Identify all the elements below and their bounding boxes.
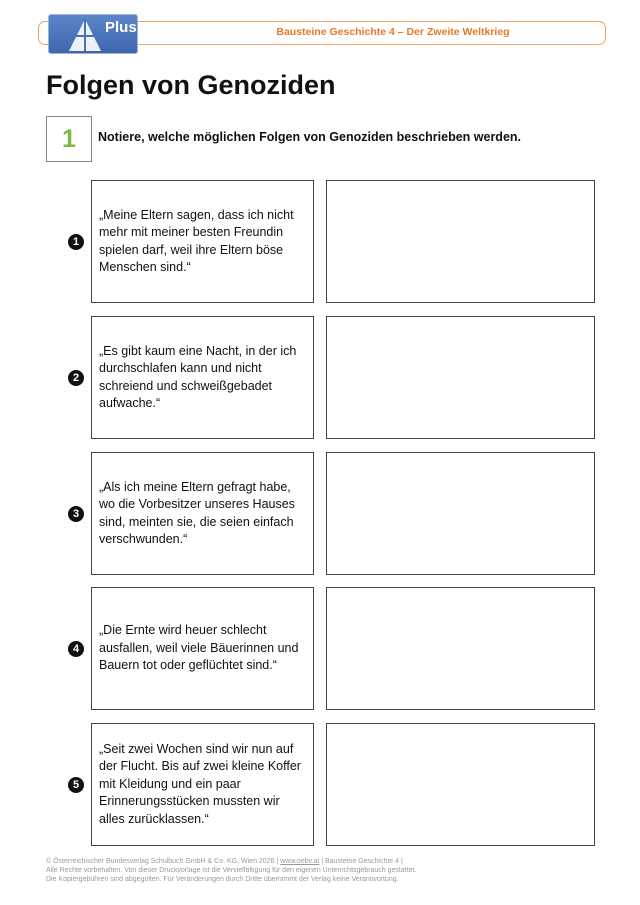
exercise-row — [0, 723, 640, 847]
footer-copyright: © Österreichischer Bundesverlag Schulbuch GmbH & Co. KG, Wien 2026 | — [46, 858, 281, 865]
triangle-logo-icon — [67, 17, 103, 53]
footer-line-2: Alle Rechte vorbehalten. Von dieser Druckvorlage ist die Vervielfältigung für den eigenen Unterrichtsgebrauch gestattet. — [46, 867, 417, 874]
quote-box — [91, 587, 314, 710]
item-marker: 5 — [68, 777, 84, 793]
task-instruction: Notiere, welche möglichen Folgen von Genoziden beschrieben werden. — [98, 130, 521, 144]
publisher-logo — [48, 14, 138, 54]
exercise-row — [0, 587, 640, 711]
exercise-row — [0, 180, 640, 304]
quote-text: „Seit zwei Wochen sind wir nun auf der Flucht. Bis auf zwei kleine Koffer mit Kleidung und ein paar Erinnerungsstücken mussten wir alles zurücklassen.“ — [99, 741, 301, 826]
logo-text: Plus — [105, 19, 137, 36]
quote-box — [91, 316, 314, 439]
exercise-row — [0, 316, 640, 440]
quote-text: „Als ich meine Eltern gefragt habe, wo die Vorbesitzer unseres Hauses sind, meinten sie, die seien einfach verschwunden.“ — [99, 479, 295, 546]
answer-field[interactable] — [326, 723, 595, 846]
answer-field[interactable] — [326, 587, 595, 710]
quote-box — [91, 180, 314, 303]
item-marker: 2 — [68, 370, 84, 386]
task-number-box — [46, 116, 92, 162]
publisher-link[interactable]: www.oebv.at — [280, 858, 320, 865]
task-number: 1 — [62, 124, 76, 153]
footer-line-3: Die Kopiergebühren sind abgegolten. Für Veränderungen durch Dritte übernimmt der Verlag keine Verantwortung. — [46, 876, 399, 883]
footer-series: | Bausteine Geschichte 4 | — [319, 858, 403, 865]
answer-field[interactable] — [326, 180, 595, 303]
answer-field[interactable] — [326, 452, 595, 575]
quote-text: „Die Ernte wird heuer schlecht ausfallen, weil viele Bäuerinnen und Bauern tot oder geflüchtet sind.“ — [99, 623, 299, 673]
item-marker: 3 — [68, 506, 84, 522]
quote-text: „Meine Eltern sagen, dass ich nicht mehr mit meiner besten Freundin spielen darf, weil ihre Eltern böse Menschen sind.“ — [99, 207, 294, 274]
quote-box — [91, 452, 314, 575]
item-marker: 1 — [68, 234, 84, 250]
quote-box — [91, 723, 314, 846]
exercise-row — [0, 452, 640, 576]
answer-field[interactable] — [326, 316, 595, 439]
header-title: Bausteine Geschichte 4 – Der Zweite Weltkrieg — [276, 26, 510, 38]
footer — [46, 857, 606, 884]
page-title: Folgen von Genoziden — [46, 70, 336, 100]
footer-line-1 — [46, 857, 606, 866]
quote-text: „Es gibt kaum eine Nacht, in der ich durchschlafen kann und nicht schreiend und schweißgebadet aufwache.“ — [99, 343, 297, 410]
item-marker: 4 — [68, 641, 84, 657]
